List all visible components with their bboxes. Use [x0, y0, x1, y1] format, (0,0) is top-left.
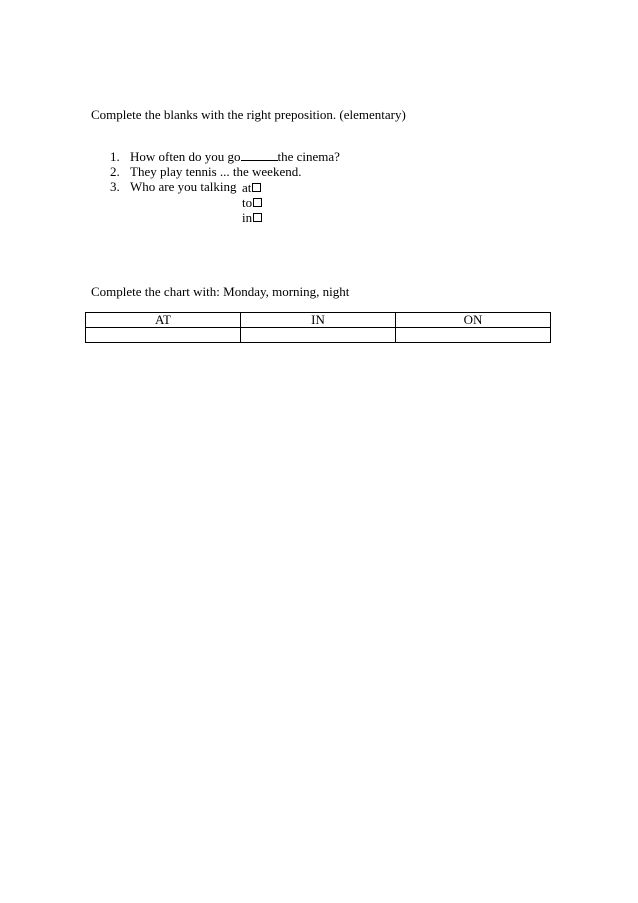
preposition-chart [85, 312, 551, 343]
question-list [110, 149, 340, 194]
instruction-chart: Complete the chart with: Monday, morning, night [91, 284, 350, 299]
question-number: 1. [110, 149, 120, 164]
chart-cell-on[interactable] [396, 328, 551, 343]
chart-header-at: AT [86, 313, 241, 328]
chart-answer-row [86, 328, 551, 343]
option-to[interactable] [242, 195, 262, 210]
chart-cell-at[interactable] [86, 328, 241, 343]
option-label: to [242, 195, 253, 210]
option-at[interactable] [242, 180, 262, 195]
question-number: 3. [110, 179, 120, 194]
question-number: 2. [110, 164, 120, 179]
chart-cell-in[interactable] [241, 328, 396, 343]
question-text-after: the cinema? [277, 149, 340, 164]
option-label: in [242, 210, 253, 225]
question-item [110, 149, 340, 164]
question-text-before: How often do you go [130, 149, 241, 164]
chart-header-row [86, 313, 551, 328]
option-in[interactable] [242, 210, 262, 225]
chart-header-in: IN [241, 313, 396, 328]
question-item [110, 164, 340, 179]
question-text: They play tennis ... the weekend. [130, 164, 302, 179]
answer-blank[interactable] [241, 149, 278, 161]
answer-options [242, 180, 262, 225]
question-text: Who are you talking [130, 179, 237, 194]
option-label: at [242, 180, 252, 195]
checkbox-icon[interactable] [252, 183, 261, 192]
checkbox-icon[interactable] [253, 198, 262, 207]
instruction-blanks: Complete the blanks with the right preposition. (elementary) [91, 107, 406, 122]
chart-header-on: ON [396, 313, 551, 328]
checkbox-icon[interactable] [253, 213, 262, 222]
question-item [110, 179, 340, 194]
